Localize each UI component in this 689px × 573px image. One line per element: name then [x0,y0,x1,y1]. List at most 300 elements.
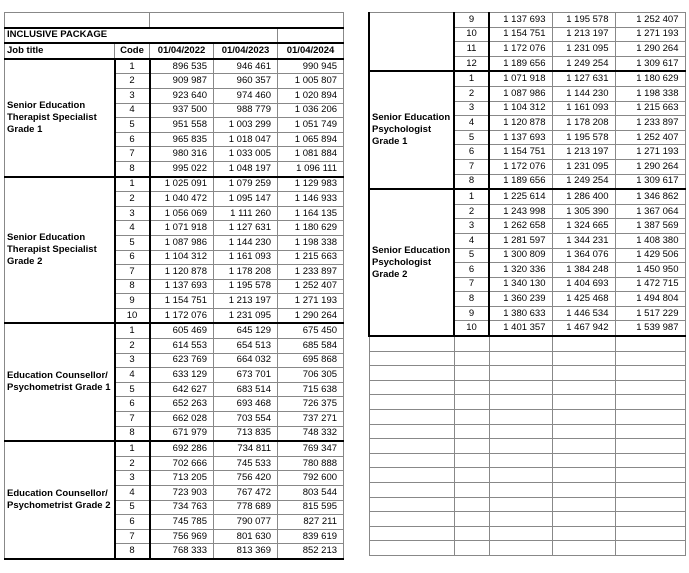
code-cell: 8 [115,161,150,176]
salary-cell: 1 215 663 [278,250,344,265]
salary-cell: 1 384 248 [552,263,615,278]
salary-cell: 1 195 578 [214,279,278,294]
salary-cell: 1 172 076 [489,159,552,174]
blank-row [369,424,685,439]
salary-cell: 1 225 614 [489,189,552,204]
blank-row [369,497,685,512]
code-cell: 3 [115,353,150,368]
blank-row [369,410,685,425]
salary-cell: 1 300 809 [489,248,552,263]
salary-cell: 1 025 091 [150,177,214,192]
salary-cell: 801 630 [214,529,278,544]
code-cell: 9 [115,294,150,309]
salary-cell: 1 309 617 [615,56,685,71]
salary-cell: 756 969 [150,529,214,544]
code-cell: 6 [115,250,150,265]
salary-cell: 695 868 [278,353,344,368]
salary-cell: 1 213 197 [552,145,615,160]
salary-cell: 1 036 206 [278,103,344,118]
blank-cell [454,483,489,498]
blank-cell [615,410,685,425]
salary-cell: 1 164 135 [278,206,344,221]
blank-cell [552,468,615,483]
salary-cell: 1 048 197 [214,161,278,176]
blank-cell [489,366,552,381]
code-cell: 8 [115,279,150,294]
blank-cell [615,483,685,498]
blank-cell [278,28,344,44]
salary-cell: 1 290 264 [615,42,685,57]
salary-cell: 803 544 [278,486,344,501]
code-cell: 7 [115,265,150,280]
table-row [369,71,685,86]
blank-cell [489,424,552,439]
salary-cell: 1 290 264 [278,308,344,323]
code-cell: 6 [115,515,150,530]
salary-cell: 1 137 693 [489,130,552,145]
salary-cell: 652 263 [150,397,214,412]
salary-cell: 1 290 264 [615,159,685,174]
table-row [5,177,344,192]
blank-cell [369,410,454,425]
code-cell: 3 [454,101,489,116]
blank-cell [615,497,685,512]
blank-cell [369,439,454,454]
salary-cell: 685 584 [278,339,344,354]
salary-cell: 1 408 380 [615,233,685,248]
blank-cell [552,380,615,395]
salary-cell: 683 514 [214,382,278,397]
code-cell: 1 [115,441,150,456]
blank-row [369,483,685,498]
code-cell: 10 [454,321,489,336]
column-header: Code [115,43,150,59]
salary-cell: 1 189 656 [489,56,552,71]
salary-cell: 664 032 [214,353,278,368]
salary-cell: 713 205 [150,471,214,486]
salary-cell: 960 357 [214,74,278,89]
salary-cell: 1 095 147 [214,192,278,207]
salary-cell: 1 324 665 [552,219,615,234]
salary-cell: 748 332 [278,426,344,441]
salary-cell: 780 888 [278,456,344,471]
code-cell: 5 [115,235,150,250]
blank-cell [552,395,615,410]
salary-cell: 1 305 390 [552,204,615,219]
salary-cell: 702 666 [150,456,214,471]
salary-cell: 734 763 [150,500,214,515]
salary-cell: 1 180 629 [615,71,685,86]
blank-cell [489,380,552,395]
salary-cell: 1 271 193 [615,27,685,42]
blank-cell [552,541,615,556]
salary-cell: 1 079 259 [214,177,278,192]
code-cell: 9 [454,13,489,28]
blank-row [369,336,685,351]
salary-cell: 1 446 534 [552,306,615,321]
salary-cell: 1 104 312 [150,250,214,265]
blank-cell [489,541,552,556]
code-cell: 5 [115,118,150,133]
blank-row [369,395,685,410]
code-cell: 8 [454,292,489,307]
salary-cell: 1 467 942 [552,321,615,336]
blank-cell [615,512,685,527]
code-cell: 5 [454,130,489,145]
salary-cell: 1 494 804 [615,292,685,307]
code-cell: 8 [115,544,150,559]
code-cell: 5 [115,500,150,515]
salary-cell: 1 172 076 [150,308,214,323]
blank-cell [615,380,685,395]
salary-cell: 839 619 [278,529,344,544]
blank-cell [552,336,615,351]
top-blank-row [5,13,344,28]
blank-cell [454,439,489,454]
salary-cell: 1 071 918 [150,221,214,236]
blank-cell [369,366,454,381]
salary-cell: 1 005 807 [278,74,344,89]
salary-cell: 1 360 239 [489,292,552,307]
salary-cell: 706 305 [278,368,344,383]
salary-cell: 1 231 095 [552,159,615,174]
blank-cell [552,483,615,498]
blank-cell [615,366,685,381]
blank-cell [369,497,454,512]
code-cell: 4 [454,116,489,131]
salary-cell: 1 425 468 [552,292,615,307]
salary-cell: 988 779 [214,103,278,118]
salary-cell: 1 346 862 [615,189,685,204]
salary-cell: 1 309 617 [615,174,685,189]
code-cell: 4 [115,221,150,236]
salary-cell: 768 333 [150,544,214,559]
code-cell: 9 [454,306,489,321]
code-cell: 2 [454,204,489,219]
blank-cell [454,512,489,527]
blank-cell [489,395,552,410]
salary-cell: 909 987 [150,74,214,89]
blank-row [369,351,685,366]
salary-cell: 673 701 [214,368,278,383]
salary-cell: 767 472 [214,486,278,501]
salary-cell: 778 689 [214,500,278,515]
salary-cell: 1 189 656 [489,174,552,189]
code-cell: 6 [115,397,150,412]
code-cell: 3 [454,219,489,234]
salary-cell: 1 249 254 [552,56,615,71]
salary-cell: 645 129 [214,323,278,338]
job-title: Senior Education Therapist Specialist Grade 2 [5,177,115,324]
blank-cell [615,541,685,556]
blank-cell [615,526,685,541]
blank-cell [369,483,454,498]
salary-cell: 715 638 [278,382,344,397]
code-cell: 10 [454,27,489,42]
blank-cell [369,512,454,527]
salary-cell: 1 380 633 [489,306,552,321]
blank-cell [615,468,685,483]
code-cell: 2 [115,456,150,471]
job-title: Senior Education Therapist Specialist Grade 1 [5,59,115,177]
salary-cell: 937 500 [150,103,214,118]
salary-cell: 1 243 998 [489,204,552,219]
blank-cell [454,336,489,351]
salary-cell: 946 461 [214,59,278,74]
salary-cell: 769 347 [278,441,344,456]
salary-cell: 1 539 987 [615,321,685,336]
blank-cell [615,336,685,351]
blank-cell [552,497,615,512]
salary-cell: 1 364 076 [552,248,615,263]
salary-cell: 745 533 [214,456,278,471]
salary-cell: 965 835 [150,132,214,147]
salary-cell: 1 120 878 [150,265,214,280]
blank-cell [369,526,454,541]
salary-cell: 1 404 693 [552,277,615,292]
salary-cell: 1 020 894 [278,88,344,103]
salary-cell: 1 172 076 [489,42,552,57]
salary-cell: 990 945 [278,59,344,74]
salary-cell: 1 320 336 [489,263,552,278]
blank-cell [552,424,615,439]
code-cell: 8 [454,174,489,189]
salary-cell: 1 154 751 [150,294,214,309]
blank-cell [489,439,552,454]
blank-cell [369,424,454,439]
salary-cell: 1 271 193 [615,145,685,160]
salary-cell: 1 144 230 [214,235,278,250]
blank-cell [615,453,685,468]
salary-cell: 1 051 749 [278,118,344,133]
code-cell: 12 [454,56,489,71]
salary-cell: 1 401 357 [489,321,552,336]
salary-cell: 1 472 715 [615,277,685,292]
blank-row [369,453,685,468]
salary-cell: 815 595 [278,500,344,515]
salary-cell: 1 033 005 [214,147,278,162]
salary-cell: 633 129 [150,368,214,383]
blank-row [369,512,685,527]
salary-cell: 1 286 400 [552,189,615,204]
blank-cell [489,336,552,351]
salary-cell: 995 022 [150,161,214,176]
salary-cell: 1 281 597 [489,233,552,248]
blank-cell [615,439,685,454]
table-row [5,59,344,74]
salary-cell: 703 554 [214,412,278,427]
salary-cell: 675 450 [278,323,344,338]
salary-cell: 713 835 [214,426,278,441]
salary-cell: 1 127 631 [214,221,278,236]
salary-cell: 1 252 407 [615,13,685,28]
salary-cell: 1 344 231 [552,233,615,248]
salary-cell: 1 367 064 [615,204,685,219]
blank-cell [552,526,615,541]
blank-cell [454,497,489,512]
blank-cell [615,424,685,439]
salary-cell: 974 460 [214,88,278,103]
salary-cell: 1 429 506 [615,248,685,263]
salary-cell: 1 252 407 [615,130,685,145]
salary-cell: 1 178 208 [214,265,278,280]
salary-cell: 1 161 093 [552,101,615,116]
blank-cell [454,380,489,395]
code-cell: 7 [115,529,150,544]
blank-row [369,526,685,541]
salary-cell: 1 387 569 [615,219,685,234]
salary-cell: 1 056 069 [150,206,214,221]
salary-cell: 1 003 299 [214,118,278,133]
salary-cell: 723 903 [150,486,214,501]
code-cell: 7 [454,159,489,174]
salary-cell: 614 553 [150,339,214,354]
blank-cell [615,395,685,410]
salary-cell: 1 087 986 [150,235,214,250]
salary-cell: 737 271 [278,412,344,427]
blank-cell [454,453,489,468]
salary-cell: 693 468 [214,397,278,412]
blank-cell [454,424,489,439]
code-cell: 6 [454,145,489,160]
salary-cell: 1 249 254 [552,174,615,189]
salary-cell: 1 154 751 [489,27,552,42]
blank-cell [552,512,615,527]
salary-cell: 923 640 [150,88,214,103]
salary-cell: 1 233 897 [278,265,344,280]
salary-cell: 980 316 [150,147,214,162]
blank-cell [489,468,552,483]
salary-cell: 1 262 658 [489,219,552,234]
blank-row [369,439,685,454]
salary-cell: 1 040 472 [150,192,214,207]
table-row [369,13,685,28]
salary-cell: 1 450 950 [615,263,685,278]
code-cell: 4 [115,368,150,383]
salary-cell: 1 180 629 [278,221,344,236]
blank-job-cell [369,13,454,72]
blank-cell [552,410,615,425]
salary-cell: 1 213 197 [552,27,615,42]
blank-cell [552,366,615,381]
salary-cell: 1 252 407 [278,279,344,294]
salary-cell: 1 161 093 [214,250,278,265]
code-cell: 4 [115,486,150,501]
code-cell: 3 [115,471,150,486]
blank-cell [489,497,552,512]
table-row [369,189,685,204]
salary-cell: 745 785 [150,515,214,530]
code-cell: 7 [454,277,489,292]
salary-cell: 827 211 [278,515,344,530]
job-title: Education Counsellor/ Psychometrist Grade 2 [5,441,115,559]
salary-cell: 605 469 [150,323,214,338]
salary-cell: 1 065 894 [278,132,344,147]
blank-cell [150,13,344,28]
blank-cell [369,453,454,468]
salary-cell: 692 286 [150,441,214,456]
package-title: INCLUSIVE PACKAGE [5,28,278,44]
code-cell: 6 [454,263,489,278]
blank-cell [369,395,454,410]
salary-cell: 642 627 [150,382,214,397]
salary-cell: 654 513 [214,339,278,354]
table-row [5,323,344,338]
package-title-row [5,28,344,44]
job-title: Education Counsellor/ Psychometrist Grade 1 [5,323,115,441]
code-cell: 6 [115,132,150,147]
salary-cell: 951 558 [150,118,214,133]
salary-cell: 813 369 [214,544,278,559]
blank-cell [489,410,552,425]
salary-cell: 896 535 [150,59,214,74]
salary-cell: 1 137 693 [150,279,214,294]
blank-cell [369,468,454,483]
salary-cell: 756 420 [214,471,278,486]
blank-cell [454,410,489,425]
code-cell: 2 [115,339,150,354]
blank-cell [489,526,552,541]
blank-cell [454,395,489,410]
salary-cell: 1 231 095 [552,42,615,57]
code-cell: 1 [115,177,150,192]
code-cell: 7 [115,412,150,427]
salary-cell: 1 096 111 [278,161,344,176]
table-row [5,441,344,456]
blank-row [369,380,685,395]
salary-cell: 1 271 193 [278,294,344,309]
job-title: Senior Education Psychologist Grade 2 [369,189,454,336]
column-header: 01/04/2022 [150,43,214,59]
blank-cell [454,468,489,483]
salary-cell: 1 087 986 [489,86,552,101]
salary-cell: 852 213 [278,544,344,559]
salary-cell: 1 071 918 [489,71,552,86]
code-cell: 7 [115,147,150,162]
code-cell: 2 [115,192,150,207]
salary-cell: 1 233 897 [615,116,685,131]
code-cell: 10 [115,308,150,323]
salary-cell: 1 215 663 [615,101,685,116]
salary-cell: 671 979 [150,426,214,441]
column-header: 01/04/2023 [214,43,278,59]
salary-cell: 1 146 933 [278,192,344,207]
blank-cell [615,351,685,366]
code-cell: 5 [454,248,489,263]
job-title: Senior Education Psychologist Grade 1 [369,71,454,189]
column-header: Job title [5,43,115,59]
code-cell: 4 [454,233,489,248]
blank-cell [369,380,454,395]
blank-row [369,366,685,381]
salary-cell: 1 517 229 [615,306,685,321]
blank-cell [489,483,552,498]
blank-cell [454,541,489,556]
salary-cell: 662 028 [150,412,214,427]
salary-cell: 1 231 095 [214,308,278,323]
salary-cell: 1 144 230 [552,86,615,101]
code-cell: 2 [115,74,150,89]
code-cell: 1 [454,71,489,86]
code-cell: 5 [115,382,150,397]
blank-cell [552,439,615,454]
salary-cell: 1 127 631 [552,71,615,86]
blank-cell [369,541,454,556]
salary-cell: 1 120 878 [489,116,552,131]
right-salary-table [368,12,686,556]
salary-cell: 1 340 130 [489,277,552,292]
salary-cell: 1 111 260 [214,206,278,221]
